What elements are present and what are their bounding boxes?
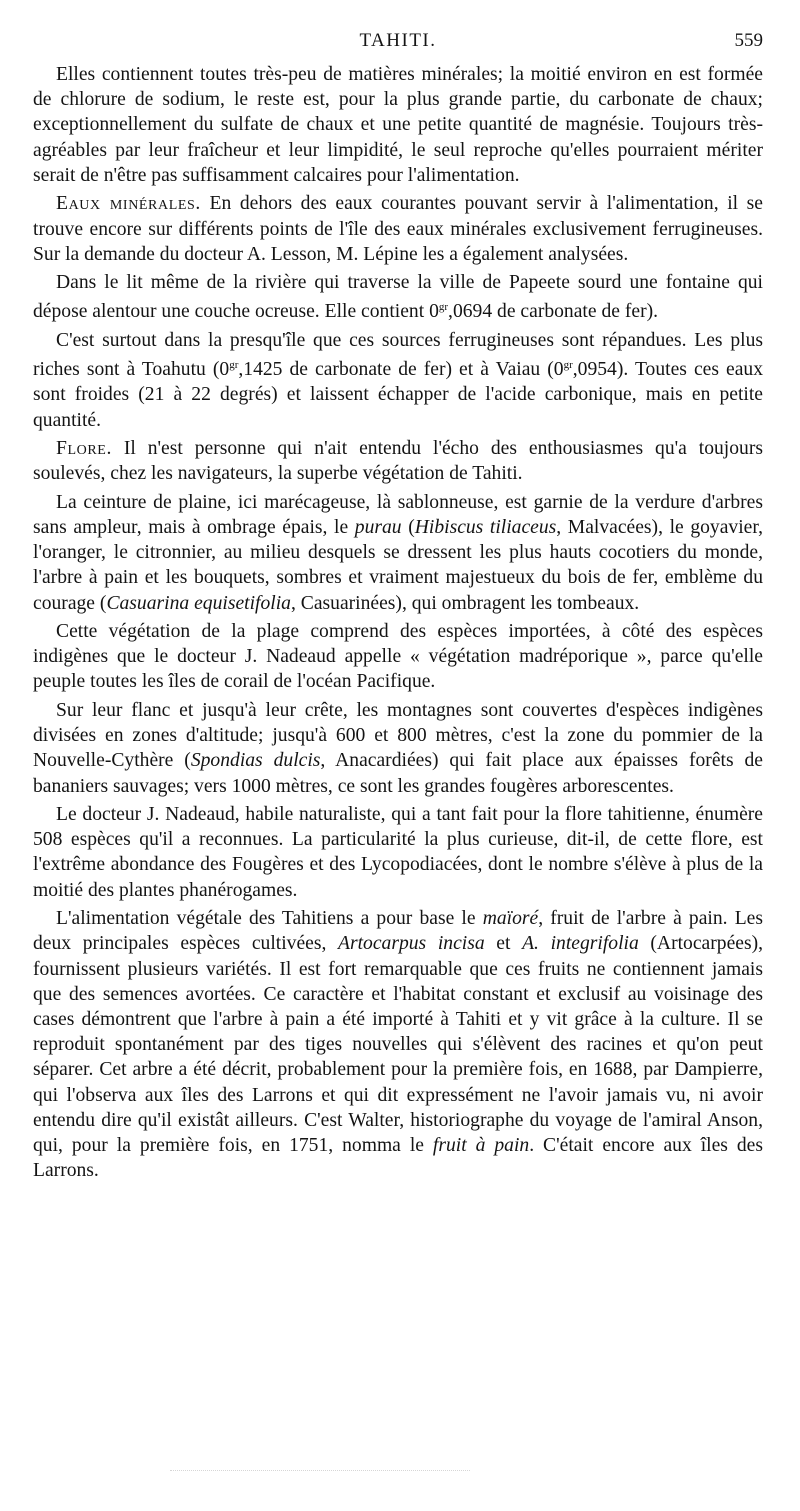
text-run: Dans le lit même de la rivière qui traverse la ville de Papeete sourd une fontaine qui dépose alentour une couche ocreuse. Elle contient 0 xyxy=(33,272,763,323)
text-run: ( xyxy=(401,516,415,538)
paragraph xyxy=(33,906,763,1183)
text-run: ,1425 de carbonate de fer) et à Vaiau (0 xyxy=(238,359,564,381)
text-run: C'est surtout dans la presqu'île que ces sources ferrugineuses sont répandues. Les plus riches sont à Toahutu (0 xyxy=(33,329,763,381)
paragraph xyxy=(33,619,763,695)
text-run: ,0954). Toutes ces eaux sont froides (21 à 22 degrés) et laissent échapper de l'acide carbonique, mais en petite quantité. xyxy=(33,359,763,431)
section-heading: Eaux minérales. xyxy=(56,193,201,215)
paragraph xyxy=(33,490,763,616)
paragraph xyxy=(33,698,763,799)
text-run: ,0694 de carbonate de fer). xyxy=(448,301,659,323)
italic-text: Hibiscus tiliaceus xyxy=(414,516,557,538)
italic-text: Casuarina equisetifolia xyxy=(106,592,291,614)
text-run: , fruit de l'arbre à pain. Les deux principales espèces cultivées, xyxy=(33,908,763,955)
body-text xyxy=(33,62,763,1187)
paragraph xyxy=(33,802,763,903)
section-heading: Flore. xyxy=(56,438,112,460)
text-run: Sur leur flanc et jusqu'à leur crête, les montagnes sont couvertes d'espèces indigènes divisées en zones d'altitude; jusqu'à 600 et 800 mètres, c'est la zone du pommier de la Nouvelle-Cythère ( xyxy=(33,699,763,772)
italic-text: fruit à pain xyxy=(432,1135,530,1156)
text-run: Elles contiennent toutes très-peu de matières minérales; la moitié environ en est formée de chlorure de sodium, le reste est, pour la plus grande partie, du carbonate de chaux; exceptionnellement du sulfate de chaux et une petite quantité de magnésie. Toujours très-agréables par leur fraîcheur et leur limpidité, le seul reproche qu'elles pourraient mériter serait de n'être pas suffisamment calcaires pour l'alimentation. xyxy=(33,64,763,186)
paragraph xyxy=(33,436,763,486)
unit-superscript: gr xyxy=(563,359,573,372)
text-run: La ceinture de plaine, ici marécageuse, là sablonneuse, est garnie de la verdure d'arbres sans ampleur, mais à ombrage épais, le xyxy=(33,491,763,538)
scan-specks xyxy=(170,1470,470,1477)
text-run: et xyxy=(484,933,523,955)
unit-superscript: gr xyxy=(438,301,449,314)
paragraph xyxy=(33,270,763,324)
text-run: En dehors des eaux courantes pouvant servir à l'alimentation, il se trouve encore sur différents points de l'île des eaux minérales exclusivement ferrugineuses. Sur la demande du docteur A. Lesson, M. Lépine les a également analysées. xyxy=(33,193,763,265)
italic-text: A. integrifolia xyxy=(522,933,639,955)
italic-text: purau xyxy=(354,516,402,538)
text-run: , Anacardiées) qui fait place aux épaisses forêts de bananiers sauvages; vers 1000 mètres, ce sont les grandes fougères arborescentes. xyxy=(33,750,763,797)
page-number: 559 xyxy=(734,30,763,51)
text-run: Il n'est personne qui n'ait entendu l'écho des enthousiasmes qu'a toujours soulevés, chez les navigateurs, la superbe végétation de Tahiti. xyxy=(33,438,763,485)
text-run: , Casuarinées), qui ombragent les tombeaux. xyxy=(290,592,640,614)
text-run: L'alimentation végétale des Tahitiens a pour base le xyxy=(56,908,483,930)
text-run: Cette végétation de la plage comprend des espèces importées, à côté des espèces indigènes que le docteur J. Nadeaud appelle « végétation madréporique », parce qu'elle peuple toutes les îles de corail de l'océan Pacifique. xyxy=(33,621,763,693)
italic-text: Artocarpus incisa xyxy=(338,933,485,955)
italic-text: Spondias dulcis xyxy=(190,750,321,772)
italic-text: maïoré xyxy=(482,908,539,930)
text-run: Le docteur J. Nadeaud, habile naturaliste, qui a tant fait pour la flore tahitienne, énumère 508 espèces qu'il a reconnues. La particularité la plus curieuse, dit-il, de cette flore, est l'extrême abondance des Fougères et des Lycopodiacées, dont le nombre s'élève à plus de la moitié des plantes phanérogames. xyxy=(33,804,763,901)
unit-superscript: gr xyxy=(229,359,239,372)
paragraph xyxy=(33,191,763,267)
text-run: , Malvacées), le goyavier, l'oranger, le citronnier, au milieu desquels se dressent les plus hauts cocotiers du monde, l'arbre à pain et les bouquets, sombres et vraiment majestueux du bois de fer, emblème du courage ( xyxy=(33,516,763,614)
paragraph xyxy=(33,328,763,433)
text-run: (Artocarpées), fournissent plusieurs variétés. Il est fort remarquable que ces fruits ne contiennent jamais que des semences avortées. Ce caractère et l'habitat constant et exclusif au voisinage des cases démontrent que l'arbre à pain a été importé à Tahiti et y vit grâce à la culture. Il se reproduit spontanément par des tiges nouvelles qui s'élèvent des racines et qu'on peut séparer. Cet arbre a été décrit, probablement pour la première fois, en 1688, par Dampierre, qui l'observa aux îles des Larrons et qui dit expressément ne l'avoir jamais vu, ni avoir entendu dire qu'il existât ailleurs. C'est Walter, historiographe du voyage de l'amiral Anson, qui, pour la première fois, en 1751, nomma le xyxy=(33,933,764,1156)
page-header xyxy=(33,30,763,58)
text-run: . C'était encore aux îles des Larrons. xyxy=(33,1135,763,1182)
running-title: TAHITI. xyxy=(359,30,437,51)
paragraph xyxy=(33,62,763,188)
